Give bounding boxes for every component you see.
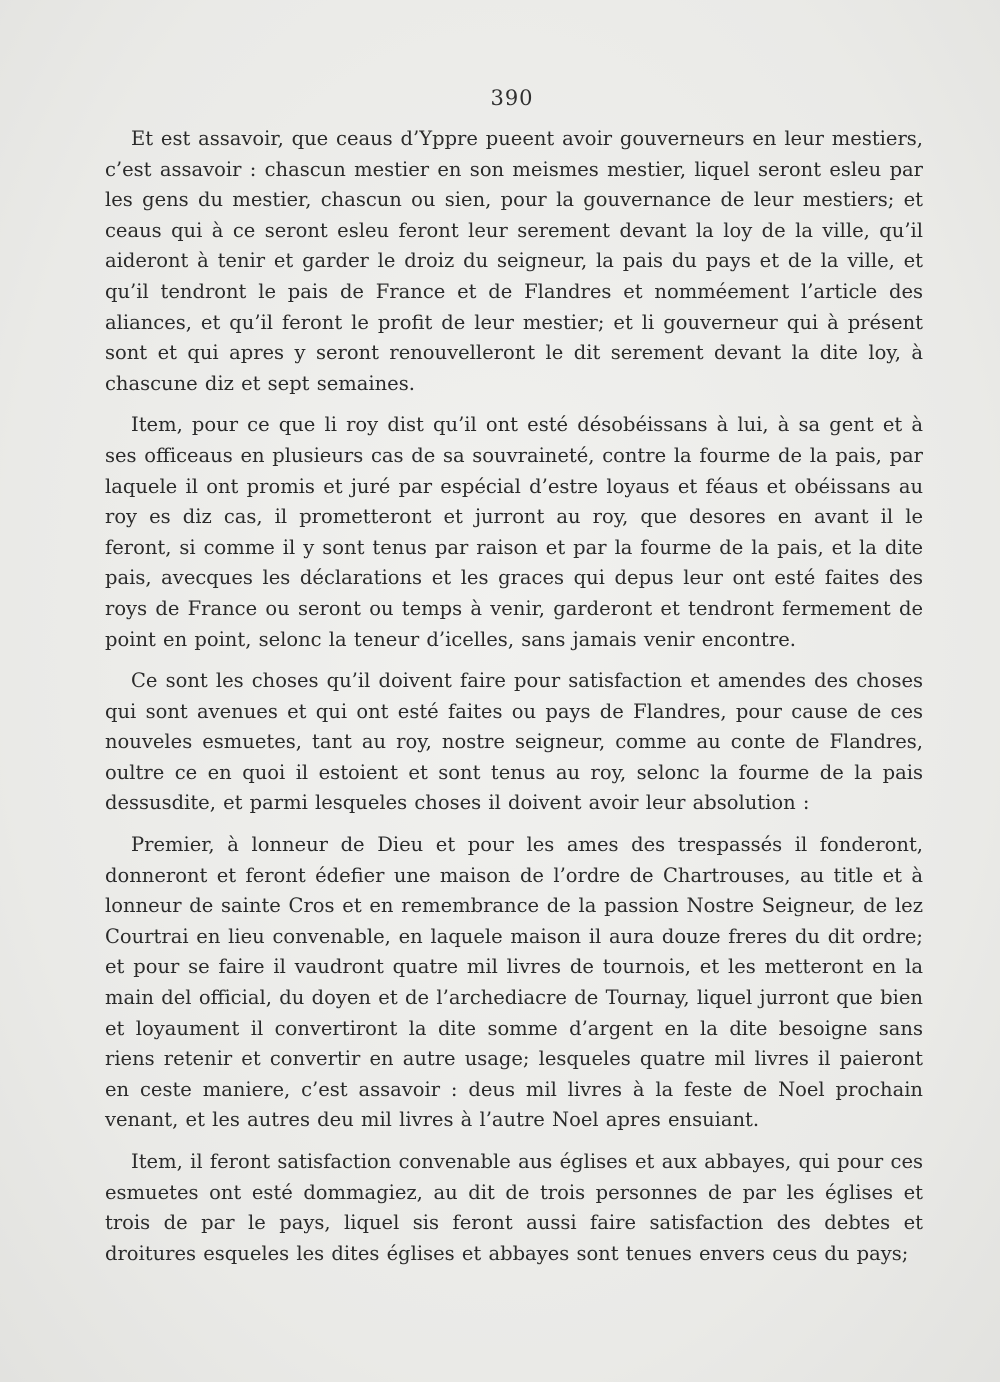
- paragraph-1: Et est assavoir, que ceaus d’Yppre pueent avoir gouverneurs en leur mestiers, c’est assavoir : chascun mestier en son meismes mestier, liquel seront esleu par les gens du mestier, chascun ou sien, pour la gouvernance de leur mestiers; et ceaus qui à ce seront esleu feront leur serement devant la loy de la ville, qu’il aideront à tenir et garder le droiz du seigneur, la pais du pays et de la ville, et qu’il tendront le pais de France et de Flandres et nomméement l’article des aliances, et qu’il feront le profit de leur mestier; et li gouverneur qui à présent sont et qui apres y seront renouvelleront le dit serement devant la dite loy, à chascune diz et sept semaines.: [105, 127, 923, 395]
- paragraph-4: Premier, à lonneur de Dieu et pour les ames des trespassés il fonderont, donneront et feront édefier une maison de l’ordre de Chartrouses, au title et à lonneur de sainte Cros et en remembrance de la passion Nostre Seigneur, de lez Courtrai en lieu convenable, en laquele maison il aura douze freres du dit ordre; et pour se faire il vaudront quatre mil livres de tournois, et les metteront en la main del official, du doyen et de l’archediacre de Tournay, liquel jurront que bien et loyaument il convertiront la dite somme d’argent en la dite besoigne sans riens retenir et convertir en autre usage; lesqueles quatre mil livres il paieront en ceste maniere, c’est assavoir : deus mil livres à la feste de Noel prochain venant, et les autres deu mil livres à l’autre Noel apres ensuiant.: [105, 833, 923, 1132]
- page-number: 390: [490, 86, 534, 110]
- body-text: [105, 124, 923, 1280]
- paragraph-2: Item, pour ce que li roy dist qu’il ont esté désobéissans à lui, à sa gent et à ses officeaus en plusieurs cas de sa souvraineté, contre la fourme de la pais, par laquele il ont promis et juré par espécial d’estre loyaus et féaus et obéissans au roy es diz cas, il prometteront et jurront au roy, que desores en avant il le feront, si comme il y sont tenus par raison et par la fourme de la pais, et la dite pais, avecques les déclarations et les graces qui depus leur ont esté faites des roys de France ou seront ou temps à venir, garderont et tendront fermement de point en point, selonc la teneur d’icelles, sans jamais venir encontre.: [105, 413, 923, 651]
- paragraph-5: Item, il feront satisfaction convenable aus églises et aux abbayes, qui pour ces esmuetes ont esté dommagiez, au dit de trois personnes de par les églises et trois de par le pays, liquel sis feront aussi faire satisfaction des debtes et droitures esqueles les dites églises et abbayes sont tenues envers ceus du pays;: [105, 1150, 923, 1265]
- paragraph-3: Ce sont les choses qu’il doivent faire pour satisfaction et amendes des choses qui sont avenues et qui ont esté faites ou pays de Flandres, pour cause de ces nouveles esmuetes, tant au roy, nostre seigneur, comme au conte de Flandres, oultre ce en quoi il estoient et sont tenus au roy, selonc la fourme de la pais dessusdite, et parmi lesqueles choses il doivent avoir leur absolution :: [105, 669, 923, 815]
